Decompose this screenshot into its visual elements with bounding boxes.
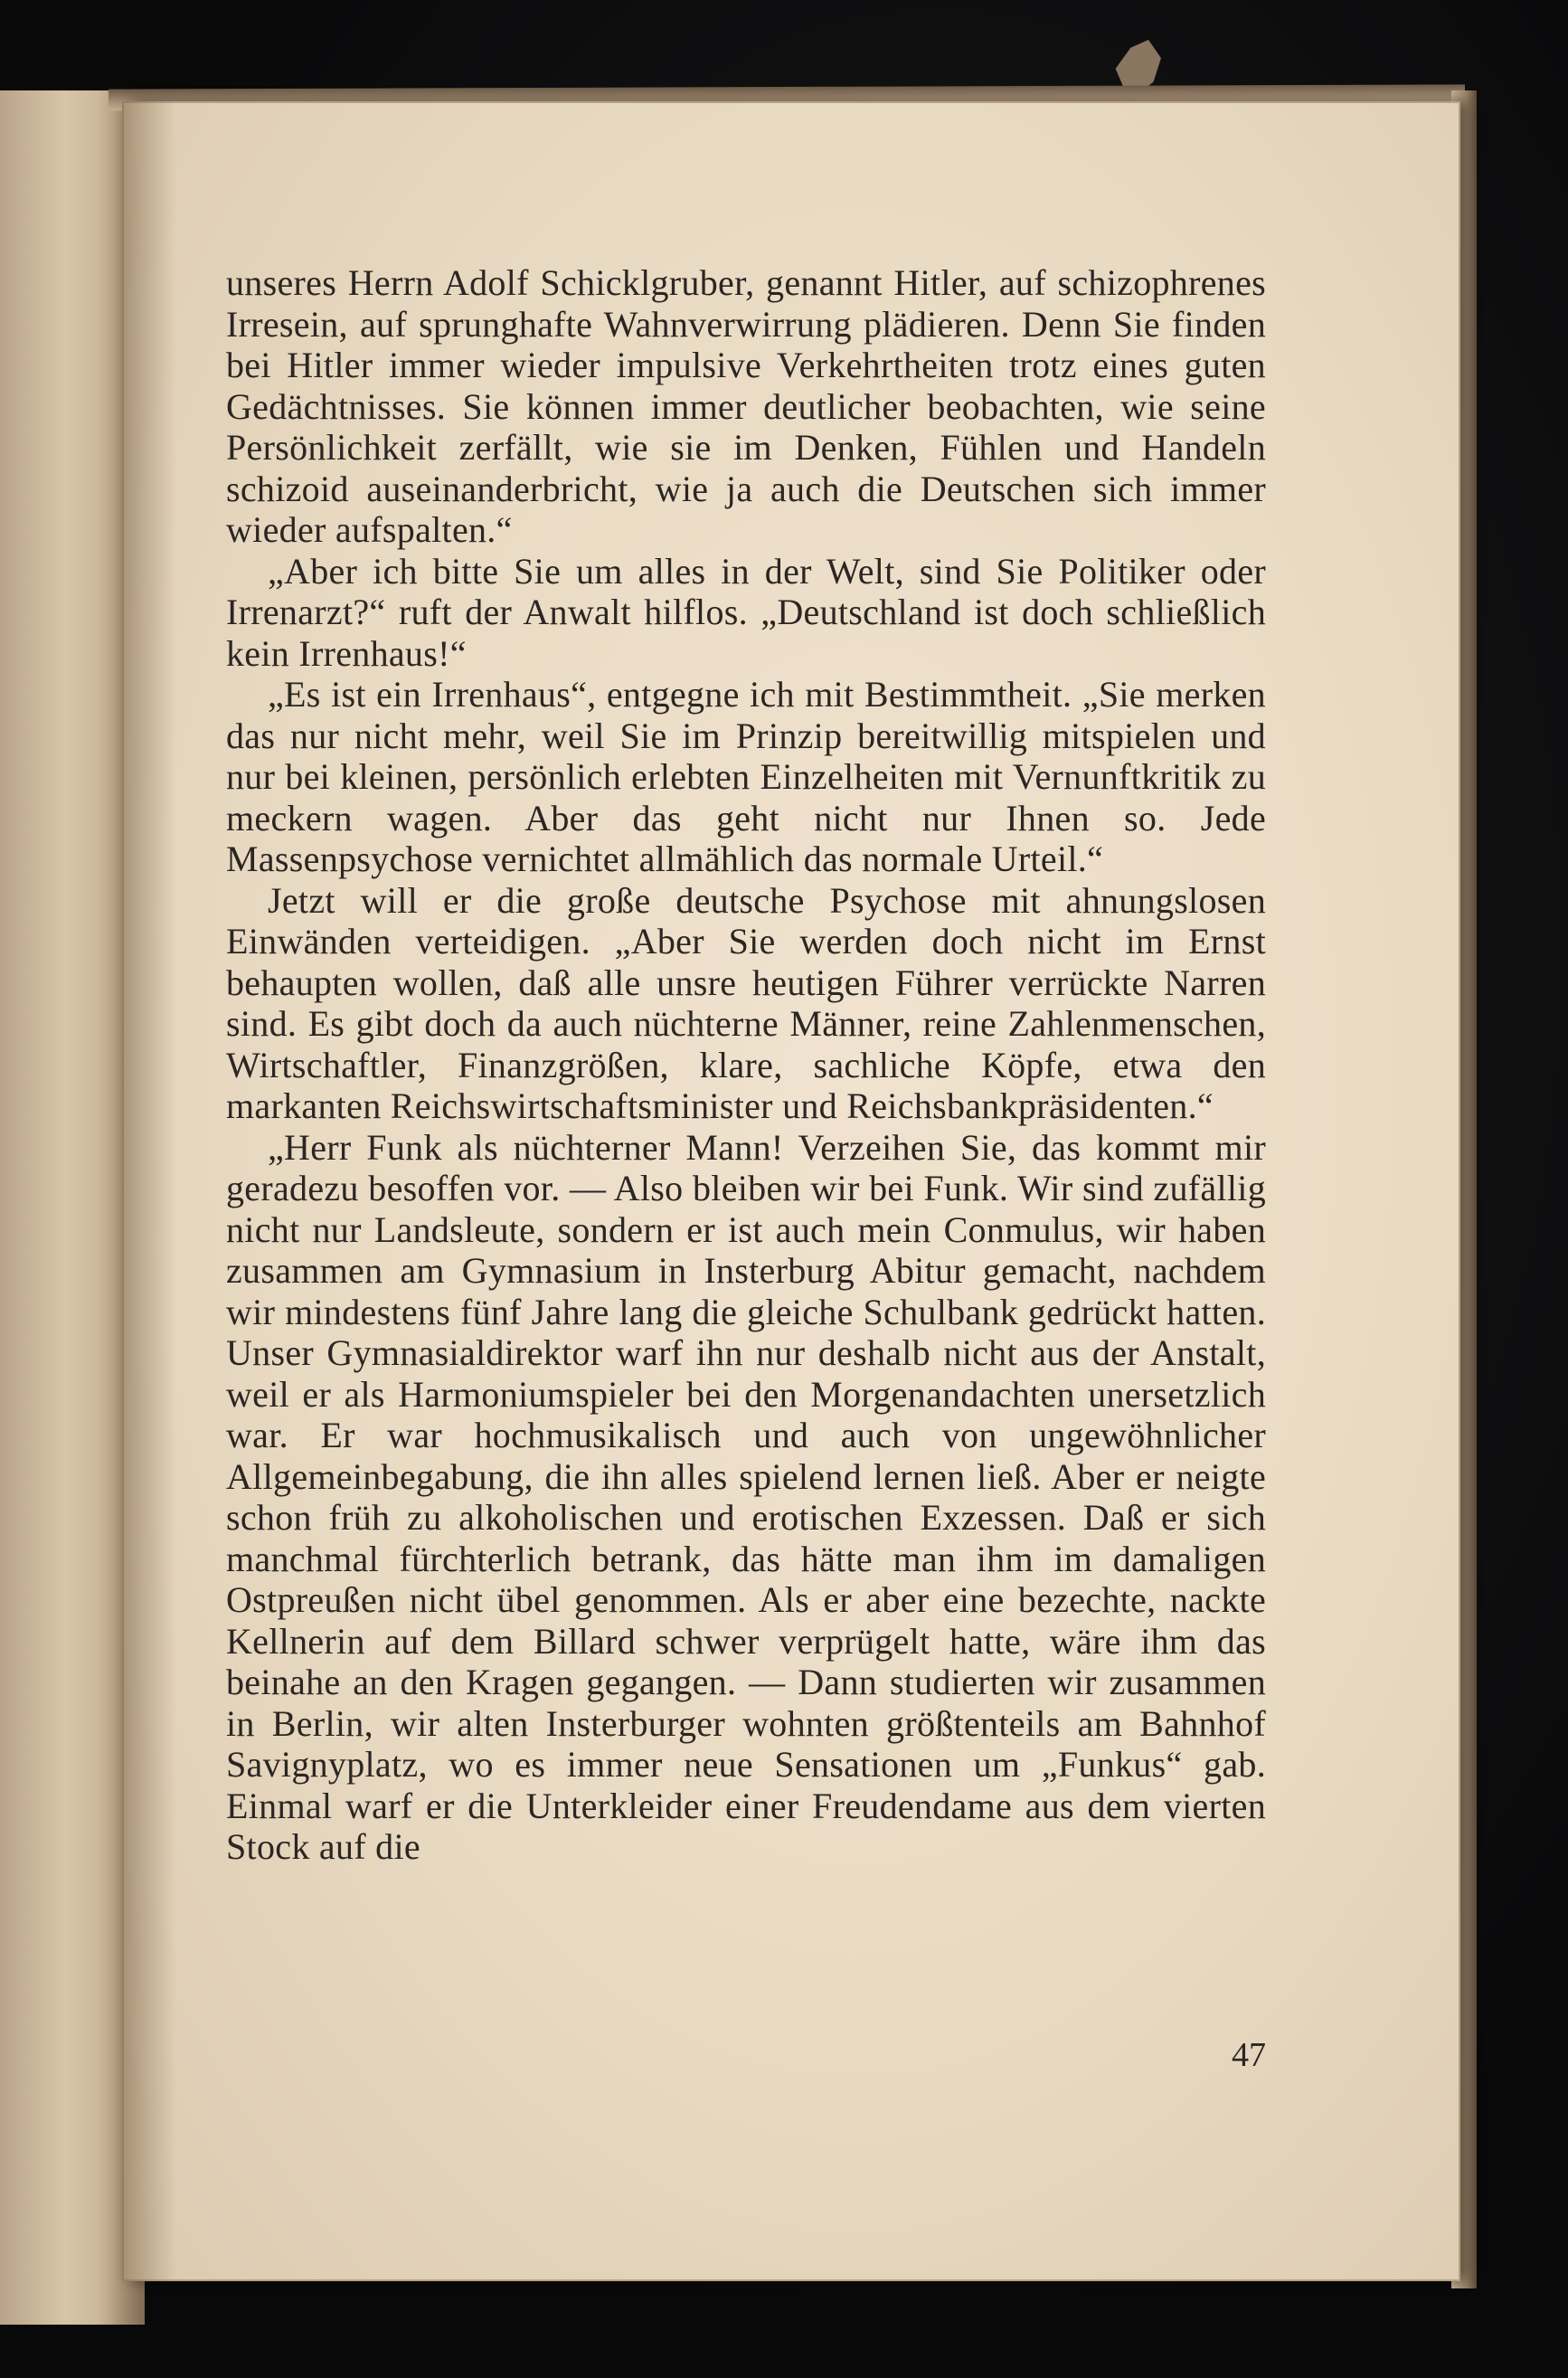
paragraph-5: „Herr Funk als nüchterner Mann! Verzeihen Sie, das kommt mir geradezu besoffen vor. — Also bleiben wir bei Funk. Wir sind zufällig nicht nur Landsleute, sondern er ist auch mein Conmulus, wir haben zusammen am Gymnasium in Insterburg Abitur gemacht, nachdem wir mindestens fünf Jahre lang die gleiche Schulbank gedrückt hatten. Unser Gymnasialdirektor warf ihn nur deshalb nicht aus der Anstalt, weil er als Harmoniumspieler bei den Morgenandachten unersetzlich war. Er war hochmusikalisch und auch von ungewöhnlicher Allgemeinbegabung, die ihn alles spielend lernen ließ. Aber er neigte schon früh zu alkoholischen und erotischen Exzessen. Daß er sich manchmal fürchterlich betrank, das hätte man ihm im damaligen Ostpreußen nicht übel genommen. Als er aber eine bezechte, nackte Kellnerin auf dem Billard schwer verprügelt hatte, wäre ihm das beinahe an den Kragen gegangen. — Dann studierten wir zusammen in Berlin, wir alten Insterburger wohnten größtenteils am Bahnhof Savignyplatz, wo es immer neue Sensationen um „Funkus“ gab. Einmal warf er die Unterkleider einer Freudendame aus dem vierten Stock auf die [226,1126,1266,1867]
paragraph-4: Jetzt will er die große deutsche Psychose mit ahnungslosen Einwänden verteidigen. „Aber Sie werden doch nicht im Ernst behaupten wollen, daß alle unsre heutigen Führer verrückte Narren sind. Es gibt doch da auch nüchterne Männer, reine Zahlenmenschen, Wirtschaftler, Finanzgrößen, klare, sachliche Köpfe, etwa den markanten Reichswirtschaftsminister und Reichsbankpräsidenten.“ [226,879,1266,1126]
paragraph-2: „Aber ich bitte Sie um alles in der Welt, sind Sie Politiker oder Irrenarzt?“ ruft der Anwalt hilflos. „Deutschland ist doch schließlich kein Irrenhaus!“ [226,550,1266,674]
page-number: 47 [1232,2036,1266,2074]
body-text [226,262,1266,1868]
paragraph-3: „Es ist ein Irrenhaus“, entgegne ich mit Bestimmtheit. „Sie merken das nur nicht mehr, weil Sie im Prinzip bereitwillig mitspielen und nur bei kleinen, persönlich erlebten Einzelheiten mit Vernunftkritik zu meckern wagen. Aber das geht nicht nur Ihnen so. Jede Massenpsychose vernichtet allmählich das normale Urteil.“ [226,674,1266,879]
page-gutter-shadow [122,101,176,2281]
paragraph-1: unseres Herrn Adolf Schicklgruber, genannt Hitler, auf schizophrenes Irresein, auf sprunghafte Wahnverwirrung plädieren. Denn Sie finden bei Hitler immer wieder impulsive Verkehrtheiten trotz eines guten Gedächtnisses. Sie können immer deutlicher beobachten, wie seine Persönlichkeit zerfällt, wie sie im Denken, Fühlen und Handeln schizoid auseinanderbricht, wie ja auch die Deutschen sich immer wieder aufspalten.“ [226,262,1266,550]
